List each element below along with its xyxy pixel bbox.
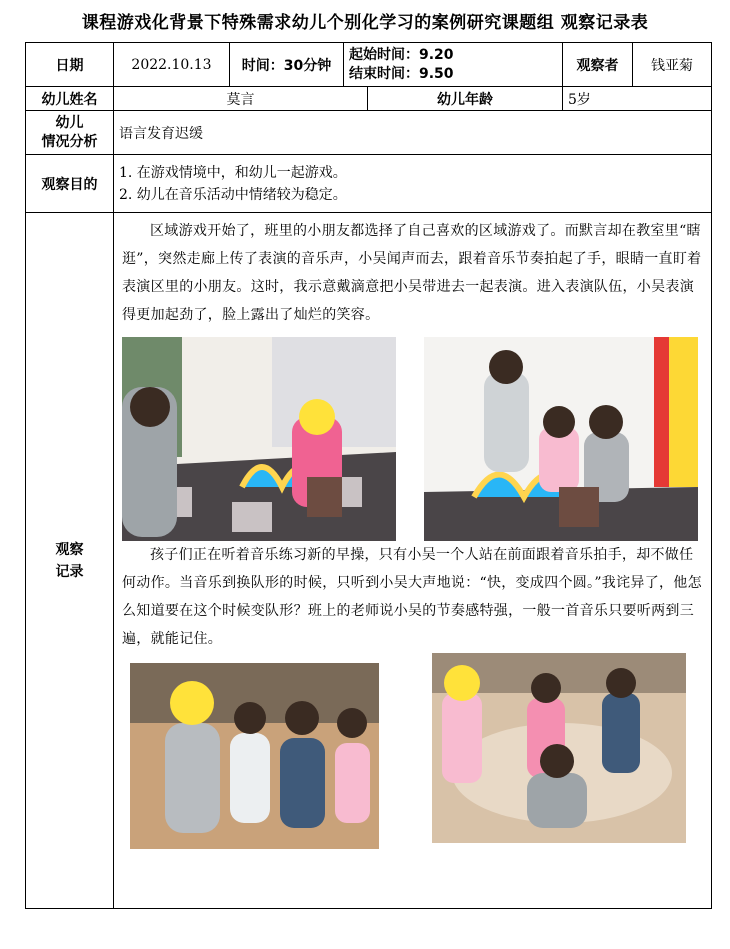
observation-record-table	[25, 42, 712, 909]
photo-row-2	[122, 653, 703, 851]
photo-row-1	[122, 329, 703, 541]
purpose-list	[114, 155, 712, 213]
photo-drum-play-1	[122, 337, 396, 541]
record-content	[114, 213, 712, 909]
record-label-line2: 记录	[55, 563, 84, 580]
analysis-label-line2: 情况分析	[41, 133, 98, 150]
page-title: 课程游戏化背景下特殊需求幼儿个别化学习的案例研究课题组 观察记录表	[81, 13, 649, 33]
duration-value: 时间：30分钟	[230, 43, 344, 87]
observer-name: 钱亚菊	[633, 43, 712, 87]
purpose-item-1: 1. 在游戏情境中，和幼儿一起游戏。	[119, 164, 347, 181]
child-age-label: 幼儿年龄	[368, 87, 563, 111]
child-name-value: 莫言	[114, 87, 368, 111]
record-label	[26, 213, 114, 909]
row-record	[26, 213, 712, 909]
record-label-line1: 观察	[55, 541, 84, 558]
record-paragraph-2: 孩子们正在听着音乐练习新的早操，只有小吴一个人站在前面跟着音乐拍手，却不做任何动作。当音乐到换队形的时候，只听到小吴大声地说：“快，变成四个圆。”我诧异了，他怎么知道要在这个时候变队形？班上的老师说小吴的节奏感特强，一般一首音乐只要听两到三遍，就能记住。	[122, 547, 702, 647]
analysis-label-line1: 幼儿	[55, 114, 84, 131]
date-label: 日期	[26, 43, 114, 87]
row-purpose	[26, 155, 712, 213]
analysis-label	[26, 111, 114, 155]
photo-morning-exercise-1	[130, 663, 379, 849]
record-paragraph-1: 区域游戏开始了，班里的小朋友都选择了自己喜欢的区域游戏了。而默言却在教室里“瞎逛”，突然走廊上传了表演的音乐声，小吴闻声而去，跟着音乐节奏拍起了手，眼睛一直盯着表演区里的小朋友。这时，我示意戴滴意把小吴带进去一起表演。进入表演队伍，小吴表演得更加起劲了，脸上露出了灿烂的笑容。	[122, 223, 702, 323]
child-age-value: 5岁	[563, 87, 712, 111]
row-child-info	[26, 87, 712, 111]
end-time: 结束时间：9.50	[349, 65, 454, 82]
child-name-label: 幼儿姓名	[26, 87, 114, 111]
date-value: 2022.10.13	[114, 43, 230, 87]
photo-morning-exercise-2	[432, 653, 686, 843]
start-time: 起始时间：9.20	[349, 46, 454, 63]
photo-drum-play-2	[424, 337, 698, 541]
row-analysis	[26, 111, 712, 155]
analysis-value: 语言发育迟缓	[114, 111, 712, 155]
time-range	[344, 43, 563, 87]
purpose-label: 观察目的	[26, 155, 114, 213]
row-date-time	[26, 43, 712, 87]
observer-label: 观察者	[563, 43, 633, 87]
purpose-item-2: 2. 幼儿在音乐活动中情绪较为稳定。	[119, 186, 347, 203]
